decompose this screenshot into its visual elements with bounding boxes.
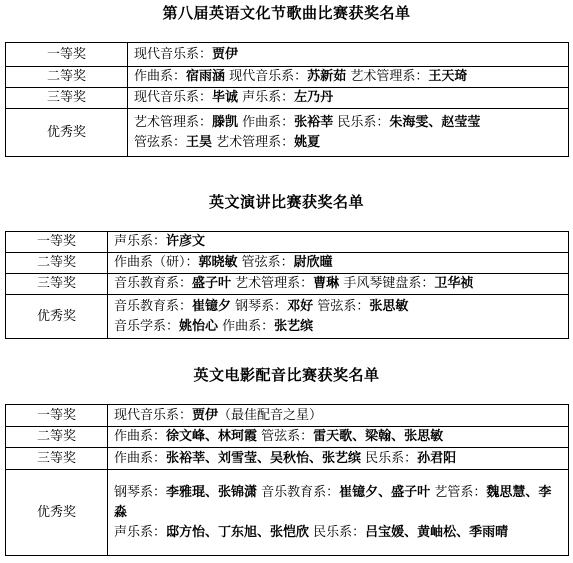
department-label: 钢琴系： bbox=[114, 484, 167, 500]
winner-names: 姚怡心 bbox=[179, 318, 219, 334]
rank-cell: 一等奖 bbox=[6, 232, 108, 253]
department-label: 音乐教育系： bbox=[257, 484, 340, 500]
department-label: 现代音乐系： bbox=[225, 69, 308, 84]
department-label: 艺术管理系： bbox=[231, 276, 314, 291]
department-label: 民乐系： bbox=[361, 450, 418, 466]
department-label: 作曲系： bbox=[238, 114, 295, 130]
winners-line bbox=[114, 317, 562, 337]
department-label: 艺术管理系： bbox=[212, 134, 295, 150]
winner-names: 左乃丹 bbox=[294, 90, 334, 105]
songs-row bbox=[6, 109, 569, 157]
department-label: 民乐系： bbox=[333, 114, 390, 130]
winners-cell bbox=[128, 67, 569, 88]
department-label: 声乐系： bbox=[114, 234, 167, 249]
winner-names: 王昊 bbox=[186, 134, 213, 150]
department-label: 管弦系： bbox=[313, 298, 370, 314]
winners-line bbox=[134, 113, 562, 133]
department-label: 现代音乐系： bbox=[134, 46, 213, 62]
winners-cell bbox=[128, 43, 569, 67]
dubbing-row bbox=[6, 470, 569, 556]
winner-names: 崔镱夕 bbox=[192, 298, 232, 314]
winner-names: 盛子叶 bbox=[192, 276, 232, 291]
winners-line bbox=[114, 483, 562, 523]
department-label: （最佳配音之星） bbox=[218, 407, 323, 423]
speech-row bbox=[6, 274, 569, 295]
department-label: 艺术管理系： bbox=[346, 69, 429, 84]
dubbing-award-table bbox=[5, 404, 569, 556]
winner-names: 姚夏 bbox=[294, 134, 321, 150]
winners-cell bbox=[128, 109, 569, 157]
winner-names: 许彦文 bbox=[166, 234, 206, 249]
winners-cell bbox=[108, 448, 569, 470]
rank-cell: 二等奖 bbox=[6, 253, 108, 274]
rank-cell: 优秀奖 bbox=[6, 295, 108, 339]
winner-names: 张艺缤 bbox=[274, 318, 314, 334]
department-label: 手风琴键盘系： bbox=[339, 276, 435, 291]
department-label: 管弦系： bbox=[134, 134, 187, 150]
winner-names: 宿雨涵 bbox=[186, 69, 226, 84]
department-label: 现代音乐系： bbox=[114, 407, 193, 423]
winners-line bbox=[114, 406, 562, 426]
songs-award-table bbox=[5, 42, 569, 157]
department-label: 音乐学系： bbox=[114, 318, 180, 334]
winners-cell bbox=[108, 405, 569, 427]
department-label: 管弦系： bbox=[257, 429, 314, 444]
speech-award-table bbox=[5, 231, 569, 339]
songs-row bbox=[6, 43, 569, 67]
department-label: 声乐系： bbox=[238, 90, 295, 105]
winner-names: 苏新茹 bbox=[307, 69, 347, 84]
songs-row bbox=[6, 67, 569, 88]
department-label: 作曲系： bbox=[218, 318, 275, 334]
department-label: 现代音乐系： bbox=[134, 90, 213, 105]
winner-names: 张裕莘、刘雪莹、吴秋怡、张艺缤 bbox=[166, 450, 362, 466]
department-label: 声乐系： bbox=[114, 524, 167, 540]
rank-cell: 二等奖 bbox=[6, 67, 128, 88]
winner-names: 朱海雯、赵莹莹 bbox=[389, 114, 481, 130]
rank-cell: 一等奖 bbox=[6, 405, 108, 427]
dubbing-row bbox=[6, 427, 569, 448]
rank-cell: 优秀奖 bbox=[6, 109, 128, 157]
winner-names: 张裕莘 bbox=[294, 114, 334, 130]
dubbing-row bbox=[6, 448, 569, 470]
rank-cell: 一等奖 bbox=[6, 43, 128, 67]
rank-cell: 三等奖 bbox=[6, 274, 108, 295]
department-label: 音乐教育系： bbox=[114, 276, 193, 291]
winners-line bbox=[134, 67, 562, 87]
winners-cell bbox=[108, 274, 569, 295]
winner-names: 尉欣曈 bbox=[293, 255, 333, 270]
winner-names: 孙君阳 bbox=[417, 450, 457, 466]
winner-names: 邸方怡、丁东旭、张恺欣 bbox=[166, 524, 310, 540]
department-label: 艺管系： bbox=[430, 484, 487, 500]
department-label: 作曲系： bbox=[114, 429, 167, 444]
winner-names: 曹琳 bbox=[313, 276, 340, 291]
winner-names: 贾伊 bbox=[212, 46, 239, 62]
winner-names: 徐文峰、林珂霞 bbox=[166, 429, 258, 444]
winners-cell bbox=[108, 427, 569, 448]
winner-names: 张思敏 bbox=[369, 298, 409, 314]
winner-names: 李雅琨、张锦潇 bbox=[166, 484, 258, 500]
winners-cell bbox=[128, 88, 569, 109]
winner-names: 卫华祯 bbox=[434, 276, 474, 291]
songs-title: 第八届英语文化节歌曲比赛获奖名单 bbox=[162, 4, 411, 22]
speech-row bbox=[6, 253, 569, 274]
winner-names: 邓好 bbox=[287, 298, 314, 314]
winners-line bbox=[114, 427, 562, 447]
winner-names: 滕凯 bbox=[212, 114, 239, 130]
winners-line bbox=[134, 133, 562, 153]
rank-cell: 三等奖 bbox=[6, 88, 128, 109]
winner-names: 吕宝媛、黄岫松、季雨晴 bbox=[365, 524, 509, 540]
winner-names: 魏思慧、李淼 bbox=[114, 484, 552, 520]
winners-line bbox=[114, 274, 562, 294]
dubbing-title: 英文电影配音比赛获奖名单 bbox=[193, 366, 380, 384]
winners-line bbox=[114, 523, 562, 543]
winners-line bbox=[134, 88, 562, 108]
winner-names: 郭晓敏 bbox=[198, 255, 238, 270]
winner-names: 贾伊 bbox=[192, 407, 219, 423]
winners-line bbox=[114, 449, 562, 469]
winners-line bbox=[114, 297, 562, 317]
winners-line bbox=[134, 45, 562, 65]
winner-names: 崔镱夕、盛子叶 bbox=[339, 484, 431, 500]
winners-cell bbox=[108, 295, 569, 339]
winner-names: 毕诚 bbox=[212, 90, 239, 105]
department-label: 作曲系： bbox=[134, 69, 187, 84]
department-label: 管弦系： bbox=[237, 255, 294, 270]
department-label: 民乐系： bbox=[309, 524, 366, 540]
speech-title: 英文演讲比赛获奖名单 bbox=[208, 193, 364, 211]
songs-row bbox=[6, 88, 569, 109]
dubbing-row bbox=[6, 405, 569, 427]
rank-cell: 三等奖 bbox=[6, 448, 108, 470]
department-label: 艺术管理系： bbox=[134, 114, 213, 130]
winner-names: 王天琦 bbox=[428, 69, 468, 84]
winners-cell bbox=[108, 470, 569, 556]
winners-line bbox=[114, 253, 562, 273]
rank-cell: 二等奖 bbox=[6, 427, 108, 448]
department-label: 作曲系： bbox=[114, 450, 167, 466]
speech-row bbox=[6, 232, 569, 253]
winners-line bbox=[114, 232, 562, 252]
speech-row bbox=[6, 295, 569, 339]
rank-cell: 优秀奖 bbox=[6, 470, 108, 556]
winners-cell bbox=[108, 253, 569, 274]
department-label: 作曲系（研）： bbox=[114, 255, 199, 270]
winners-cell bbox=[108, 232, 569, 253]
department-label: 钢琴系： bbox=[231, 298, 288, 314]
department-label: 音乐教育系： bbox=[114, 298, 193, 314]
winner-names: 雷天歌、梁翰、张思敏 bbox=[313, 429, 444, 444]
